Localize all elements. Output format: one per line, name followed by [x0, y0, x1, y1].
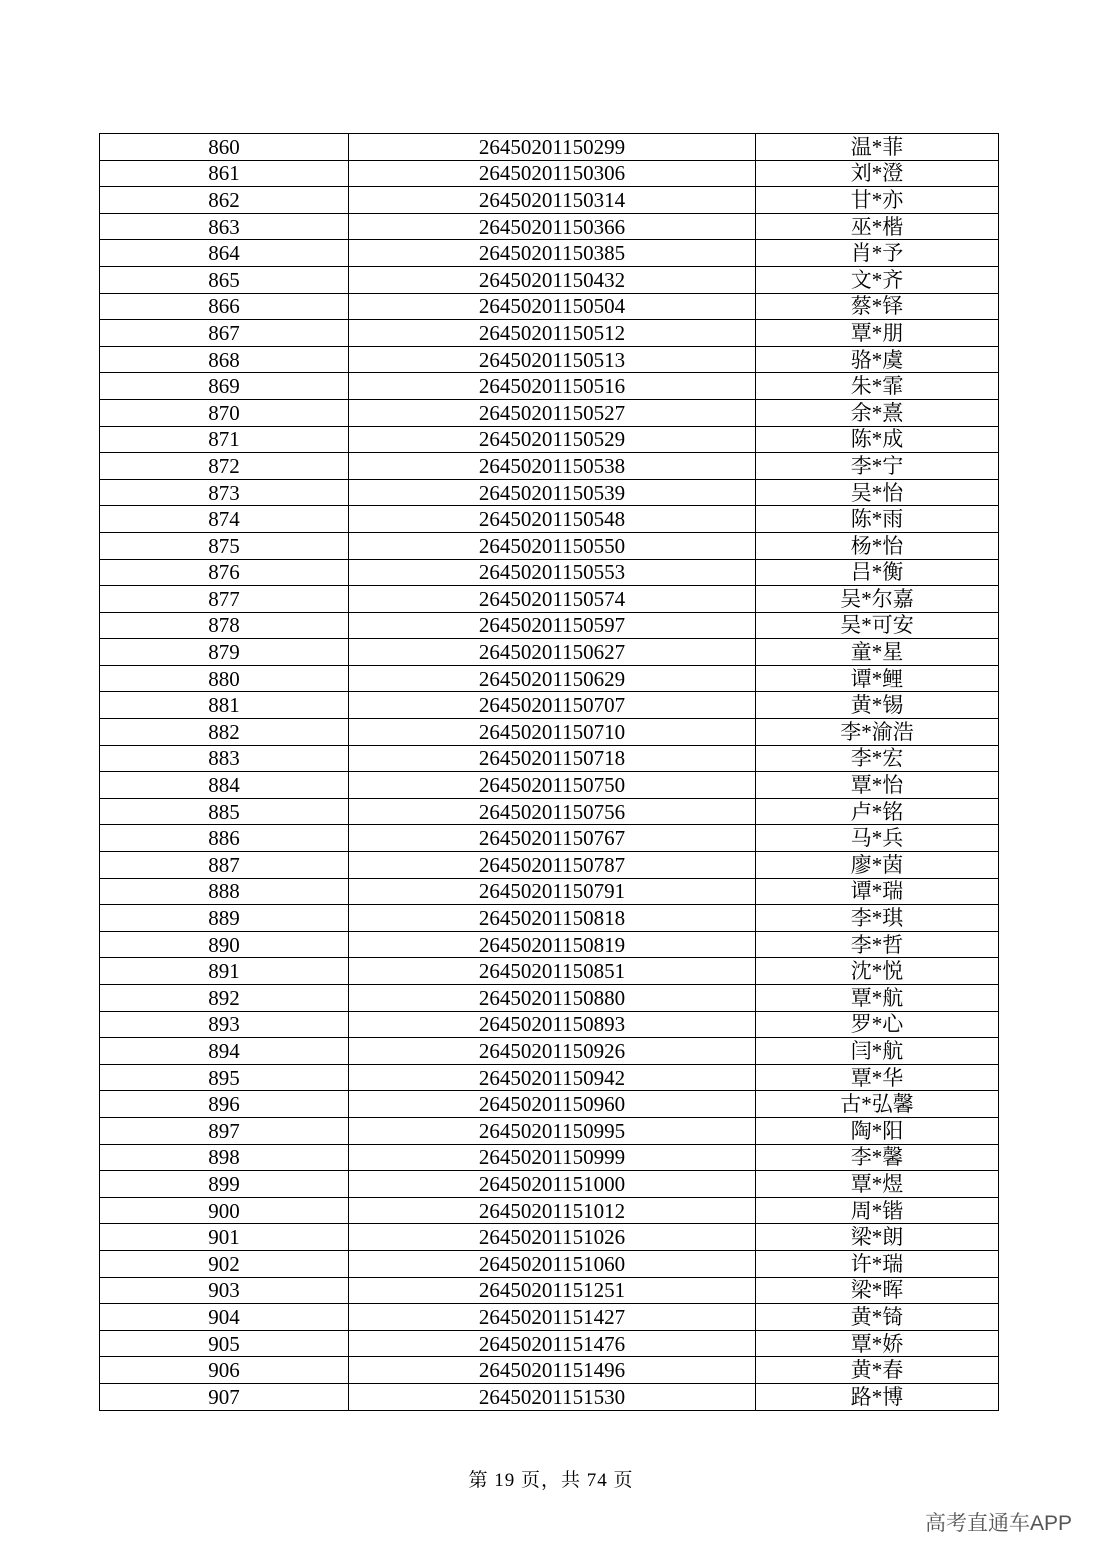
name-cell: 陈*成: [756, 426, 999, 453]
seq-cell: 902: [100, 1250, 349, 1277]
seq-cell: 882: [100, 719, 349, 746]
exam-id-cell: 26450201150597: [349, 612, 756, 639]
exam-id-cell: 26450201151496: [349, 1357, 756, 1384]
table-row: [100, 1330, 999, 1357]
exam-id-cell: 26450201151476: [349, 1330, 756, 1357]
seq-cell: 865: [100, 266, 349, 293]
seq-cell: 871: [100, 426, 349, 453]
seq-cell: 869: [100, 373, 349, 400]
exam-id-cell: 26450201150629: [349, 665, 756, 692]
table-row: [100, 1038, 999, 1065]
exam-id-cell: 26450201150880: [349, 985, 756, 1012]
name-cell: 甘*亦: [756, 187, 999, 214]
exam-id-cell: 26450201150548: [349, 506, 756, 533]
table-row: [100, 772, 999, 799]
name-cell: 古*弘馨: [756, 1091, 999, 1118]
seq-cell: 874: [100, 506, 349, 533]
exam-id-cell: 26450201150791: [349, 878, 756, 905]
name-cell: 沈*悦: [756, 958, 999, 985]
seq-cell: 863: [100, 213, 349, 240]
table-row: [100, 160, 999, 187]
seq-cell: 870: [100, 399, 349, 426]
exam-id-cell: 26450201150819: [349, 931, 756, 958]
seq-cell: 868: [100, 346, 349, 373]
name-cell: 温*菲: [756, 134, 999, 161]
table-row: [100, 1091, 999, 1118]
exam-id-cell: 26450201151026: [349, 1224, 756, 1251]
seq-cell: 904: [100, 1304, 349, 1331]
seq-cell: 906: [100, 1357, 349, 1384]
exam-id-cell: 26450201150995: [349, 1117, 756, 1144]
name-cell: 陈*雨: [756, 506, 999, 533]
name-cell: 骆*虞: [756, 346, 999, 373]
table-row: [100, 825, 999, 852]
exam-id-cell: 26450201150718: [349, 745, 756, 772]
seq-cell: 892: [100, 985, 349, 1012]
exam-id-cell: 26450201150767: [349, 825, 756, 852]
exam-id-cell: 26450201150538: [349, 453, 756, 480]
exam-id-cell: 26450201150366: [349, 213, 756, 240]
name-cell: 巫*楷: [756, 213, 999, 240]
exam-id-cell: 26450201150314: [349, 187, 756, 214]
name-cell: 吕*衡: [756, 559, 999, 586]
seq-cell: 872: [100, 453, 349, 480]
name-cell: 覃*娇: [756, 1330, 999, 1357]
table-row: [100, 426, 999, 453]
table-row: [100, 293, 999, 320]
exam-id-cell: 26450201150574: [349, 586, 756, 613]
exam-id-cell: 26450201150818: [349, 905, 756, 932]
name-cell: 刘*澄: [756, 160, 999, 187]
exam-id-cell: 26450201150942: [349, 1064, 756, 1091]
name-cell: 覃*怡: [756, 772, 999, 799]
name-cell: 廖*茵: [756, 852, 999, 879]
table-row: [100, 1277, 999, 1304]
name-cell: 黄*春: [756, 1357, 999, 1384]
exam-id-cell: 26450201150527: [349, 399, 756, 426]
table-row: [100, 958, 999, 985]
table-row: [100, 373, 999, 400]
seq-cell: 864: [100, 240, 349, 267]
exam-id-cell: 26450201150926: [349, 1038, 756, 1065]
seq-cell: 895: [100, 1064, 349, 1091]
seq-cell: 873: [100, 479, 349, 506]
table-row: [100, 719, 999, 746]
exam-id-cell: 26450201150529: [349, 426, 756, 453]
exam-id-cell: 26450201150299: [349, 134, 756, 161]
seq-cell: 875: [100, 532, 349, 559]
page-number: 第 19 页，共 74 页: [468, 1470, 634, 1491]
name-cell: 童*星: [756, 639, 999, 666]
table-row: [100, 559, 999, 586]
name-cell: 李*宁: [756, 453, 999, 480]
seq-cell: 862: [100, 187, 349, 214]
exam-id-cell: 26450201150550: [349, 532, 756, 559]
table-row: [100, 399, 999, 426]
name-cell: 吴*怡: [756, 479, 999, 506]
exam-id-cell: 26450201150707: [349, 692, 756, 719]
name-cell: 李*渝浩: [756, 719, 999, 746]
name-cell: 谭*鲤: [756, 665, 999, 692]
seq-cell: 889: [100, 905, 349, 932]
name-cell: 杨*怡: [756, 532, 999, 559]
name-cell: 李*哲: [756, 931, 999, 958]
name-cell: 卢*铭: [756, 798, 999, 825]
exam-id-cell: 26450201150960: [349, 1091, 756, 1118]
exam-id-cell: 26450201151012: [349, 1197, 756, 1224]
exam-id-cell: 26450201150553: [349, 559, 756, 586]
seq-cell: 867: [100, 320, 349, 347]
exam-id-cell: 26450201150512: [349, 320, 756, 347]
name-cell: 许*瑞: [756, 1250, 999, 1277]
table-row: [100, 1383, 999, 1410]
seq-cell: 885: [100, 798, 349, 825]
name-cell: 梁*朗: [756, 1224, 999, 1251]
table-row: [100, 1171, 999, 1198]
exam-id-cell: 26450201151060: [349, 1250, 756, 1277]
table-row: [100, 905, 999, 932]
exam-id-cell: 26450201150756: [349, 798, 756, 825]
name-cell: 路*博: [756, 1383, 999, 1410]
exam-id-cell: 26450201150787: [349, 852, 756, 879]
exam-id-cell: 26450201150851: [349, 958, 756, 985]
table-row: [100, 1117, 999, 1144]
table-row: [100, 213, 999, 240]
table-row: [100, 1144, 999, 1171]
table-row: [100, 1011, 999, 1038]
table-row: [100, 479, 999, 506]
seq-cell: 894: [100, 1038, 349, 1065]
seq-cell: 897: [100, 1117, 349, 1144]
seq-cell: 881: [100, 692, 349, 719]
name-cell: 黄*锡: [756, 692, 999, 719]
seq-cell: 898: [100, 1144, 349, 1171]
table-body: [100, 134, 999, 1411]
table-row: [100, 532, 999, 559]
seq-cell: 890: [100, 931, 349, 958]
name-cell: 覃*华: [756, 1064, 999, 1091]
seq-cell: 886: [100, 825, 349, 852]
table-row: [100, 346, 999, 373]
name-cell: 吴*尔嘉: [756, 586, 999, 613]
table-row: [100, 320, 999, 347]
seq-cell: 903: [100, 1277, 349, 1304]
exam-id-cell: 26450201150513: [349, 346, 756, 373]
table-row: [100, 187, 999, 214]
name-cell: 李*宏: [756, 745, 999, 772]
exam-id-cell: 26450201150710: [349, 719, 756, 746]
name-cell: 覃*朋: [756, 320, 999, 347]
name-cell: 罗*心: [756, 1011, 999, 1038]
table-row: [100, 878, 999, 905]
table-row: [100, 1304, 999, 1331]
table-row: [100, 985, 999, 1012]
exam-id-cell: 26450201151427: [349, 1304, 756, 1331]
seq-cell: 905: [100, 1330, 349, 1357]
table-row: [100, 798, 999, 825]
table-row: [100, 1224, 999, 1251]
table-row: [100, 931, 999, 958]
exam-id-cell: 26450201150999: [349, 1144, 756, 1171]
table-row: [100, 639, 999, 666]
table-row: [100, 1357, 999, 1384]
table-row: [100, 134, 999, 161]
name-cell: 覃*航: [756, 985, 999, 1012]
exam-id-cell: 26450201150627: [349, 639, 756, 666]
table-row: [100, 692, 999, 719]
table-row: [100, 745, 999, 772]
table-row: [100, 506, 999, 533]
exam-id-cell: 26450201150504: [349, 293, 756, 320]
exam-id-cell: 26450201150432: [349, 266, 756, 293]
name-cell: 文*齐: [756, 266, 999, 293]
name-cell: 黄*锜: [756, 1304, 999, 1331]
seq-cell: 887: [100, 852, 349, 879]
seq-cell: 900: [100, 1197, 349, 1224]
seq-cell: 866: [100, 293, 349, 320]
exam-id-cell: 26450201151251: [349, 1277, 756, 1304]
name-cell: 肖*予: [756, 240, 999, 267]
exam-id-cell: 26450201150306: [349, 160, 756, 187]
seq-cell: 861: [100, 160, 349, 187]
name-cell: 梁*晖: [756, 1277, 999, 1304]
seq-cell: 878: [100, 612, 349, 639]
table-row: [100, 586, 999, 613]
seq-cell: 879: [100, 639, 349, 666]
seq-cell: 883: [100, 745, 349, 772]
seq-cell: 876: [100, 559, 349, 586]
table-row: [100, 852, 999, 879]
seq-cell: 907: [100, 1383, 349, 1410]
seq-cell: 860: [100, 134, 349, 161]
name-cell: 李*馨: [756, 1144, 999, 1171]
name-cell: 覃*煜: [756, 1171, 999, 1198]
exam-id-cell: 26450201151530: [349, 1383, 756, 1410]
exam-id-cell: 26450201151000: [349, 1171, 756, 1198]
seq-cell: 899: [100, 1171, 349, 1198]
table-row: [100, 266, 999, 293]
exam-id-cell: 26450201150516: [349, 373, 756, 400]
seq-cell: 893: [100, 1011, 349, 1038]
table-row: [100, 612, 999, 639]
name-cell: 余*熹: [756, 399, 999, 426]
name-cell: 李*琪: [756, 905, 999, 932]
seq-cell: 877: [100, 586, 349, 613]
exam-id-cell: 26450201150539: [349, 479, 756, 506]
admission-list-table: [99, 133, 999, 1411]
name-cell: 周*锴: [756, 1197, 999, 1224]
seq-cell: 896: [100, 1091, 349, 1118]
seq-cell: 888: [100, 878, 349, 905]
seq-cell: 884: [100, 772, 349, 799]
seq-cell: 880: [100, 665, 349, 692]
name-cell: 吴*可安: [756, 612, 999, 639]
table-row: [100, 1197, 999, 1224]
table-row: [100, 665, 999, 692]
seq-cell: 901: [100, 1224, 349, 1251]
name-cell: 蔡*铎: [756, 293, 999, 320]
name-cell: 马*兵: [756, 825, 999, 852]
table-row: [100, 1250, 999, 1277]
exam-id-cell: 26450201150385: [349, 240, 756, 267]
table-row: [100, 240, 999, 267]
exam-id-cell: 26450201150750: [349, 772, 756, 799]
seq-cell: 891: [100, 958, 349, 985]
name-cell: 闫*航: [756, 1038, 999, 1065]
exam-id-cell: 26450201150893: [349, 1011, 756, 1038]
table-row: [100, 453, 999, 480]
name-cell: 谭*瑞: [756, 878, 999, 905]
table-row: [100, 1064, 999, 1091]
name-cell: 陶*阳: [756, 1117, 999, 1144]
name-cell: 朱*霏: [756, 373, 999, 400]
watermark-logo-text: 高考直通车APP: [924, 1512, 1072, 1535]
